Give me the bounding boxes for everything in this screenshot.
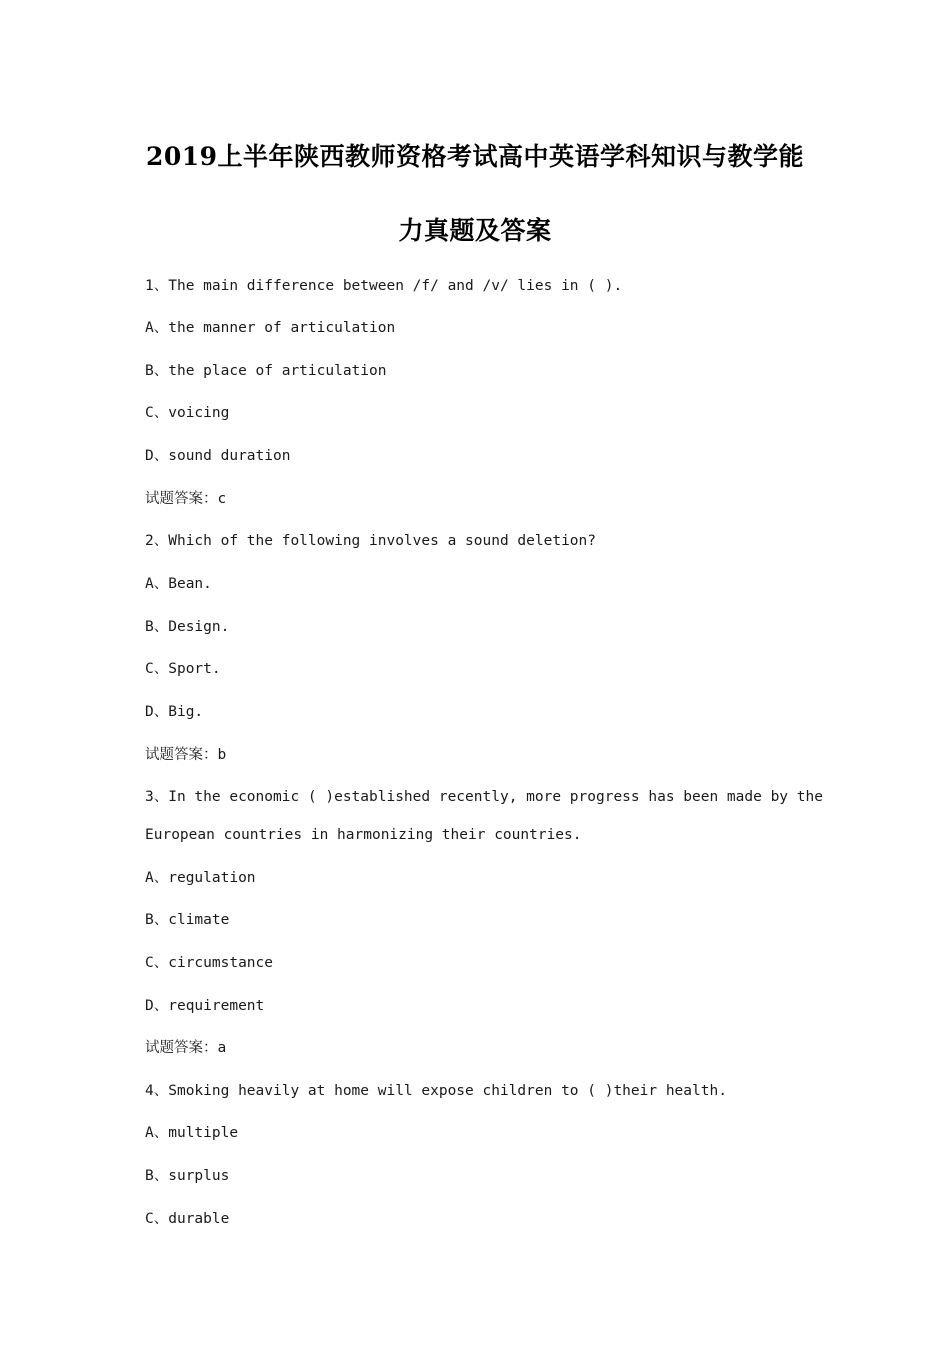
question-3-answer: 试题答案：a [145,1040,227,1056]
question-1-stem: 1、The main difference between /f/ and /v/ lies in ( ). [145,278,623,294]
question-2-option-c: C、Sport. [145,661,221,677]
question-2-stem: 2、Which of the following involves a sound deletion? [145,533,596,549]
document-title-line-2: 力真题及答案 [398,216,552,245]
question-2-option-d: D、Big. [145,704,204,720]
question-4-option-b: B、surplus [145,1168,230,1184]
question-3-option-a: A、regulation [145,870,256,886]
question-1-option-d: D、sound duration [145,448,291,464]
question-1-option-a: A、the manner of articulation [145,320,396,336]
question-3-stem-line-2: European countries in harmonizing their countries. [145,827,582,843]
question-3-stem-line-1: 3、In the economic ( )established recently, more progress has been made by the [145,789,823,805]
question-1-option-c: C、voicing [145,405,230,421]
question-3-option-b: B、climate [145,912,230,928]
question-3-option-c: C、circumstance [145,955,273,971]
question-1-answer: 试题答案：c [145,491,227,507]
question-2-option-a: A、Bean. [145,576,212,592]
question-3-option-d: D、requirement [145,998,265,1014]
question-2-answer: 试题答案：b [145,747,227,763]
question-1-option-b: B、the place of articulation [145,363,387,379]
question-2-option-b: B、Design. [145,619,230,635]
document-title-line-1: 2019上半年陕西教师资格考试高中英语学科知识与教学能 [145,142,805,171]
question-4-option-c: C、durable [145,1211,230,1227]
question-4-option-a: A、multiple [145,1125,239,1141]
question-4-stem: 4、Smoking heavily at home will expose children to ( )their health. [145,1083,727,1099]
